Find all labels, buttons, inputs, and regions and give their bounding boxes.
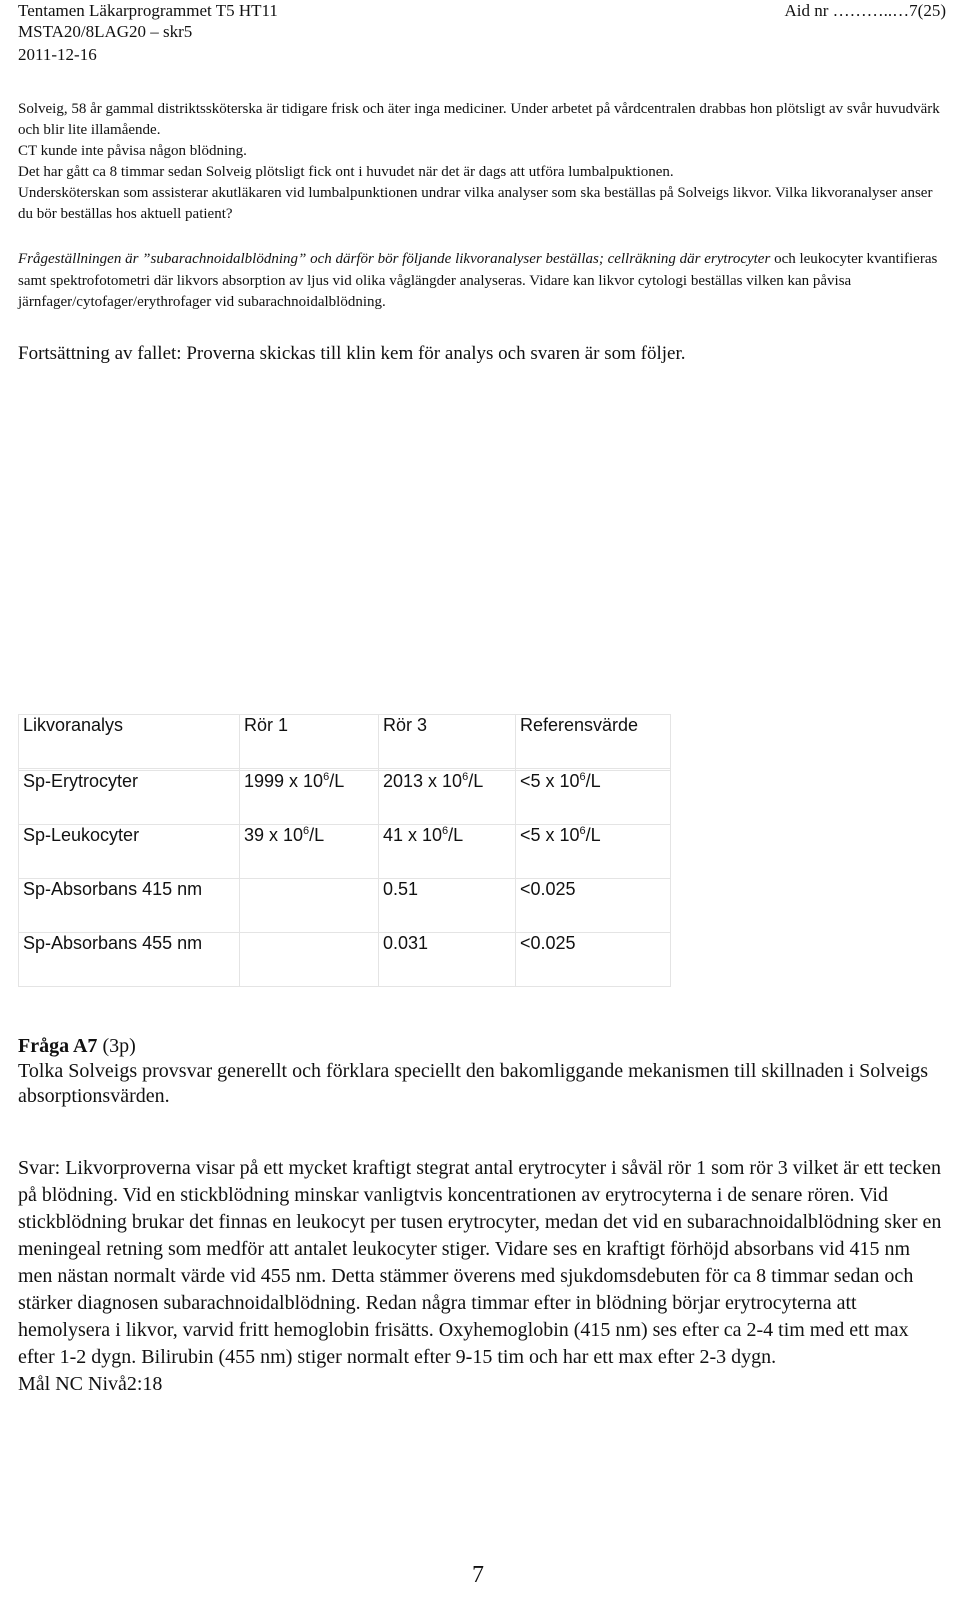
case-paragraph: Undersköterskan som assisterar akutläkaren vid lumbalpunktionen undrar vilka analyser som ska beställas på Solveigs likvor. Vilka likvoranalyser anser du bör beställas hos aktuell patient? (18, 185, 933, 222)
reference-value: <5 x $10^6/L$ (516, 825, 671, 879)
table-row (19, 771, 671, 825)
header-date: 2011-12-16 (18, 45, 97, 64)
column-header: Rör 1 (240, 715, 379, 769)
page-number: 7 (472, 1562, 484, 1588)
header-course-code: MSTA20/8LAG20 – skr5 (18, 22, 193, 41)
answer-a7 (18, 1155, 948, 1398)
previous-answer (18, 249, 946, 314)
table-row (19, 933, 671, 987)
tube1-value (240, 933, 379, 987)
question-points: (3p) (97, 1035, 136, 1057)
reference-value: <5 x $10^6/L$ (516, 771, 671, 825)
answer-lead: Frågeställningen är ”subarachnoidalblödning” och därför bör följande likvoranalyser beställas; cellräkning där erytrocyter (18, 251, 771, 267)
tube3-value: 0.51 (379, 879, 516, 933)
tube3-value: 2013 x $10^6/L$ (379, 771, 516, 825)
lab-results-table (18, 714, 671, 987)
column-header: Likvoranalys (19, 715, 240, 769)
question-a7 (18, 1034, 946, 1109)
question-text: Tolka Solveigs provsvar generellt och förklara speciellt den bakomliggande mekanismen till skillnaden i Solveigs absorptionsvärden. (18, 1060, 929, 1107)
question-heading (18, 1034, 946, 1059)
analysis-name: Sp-Absorbans 455 nm (19, 933, 240, 987)
tube1-value: 1999 x $10^6/L$ (240, 771, 379, 825)
case-paragraph: Det har gått ca 8 timmar sedan Solveig plötsligt fick ont i huvudet när det är dags att utföra lumbalpuktionen. (18, 164, 674, 180)
case-description (18, 99, 946, 225)
table-row (19, 879, 671, 933)
question-label: Fråga A7 (18, 1035, 98, 1057)
column-header: Referensvärde (516, 715, 671, 769)
learning-goal: Mål NC Nivå2:18 (18, 1373, 163, 1395)
reference-value: <0.025 (516, 879, 671, 933)
case-paragraph: Solveig, 58 år gammal distriktssköterska är tidigare frisk och äter inga mediciner. Under arbetet på vårdcentralen drabbas hon plötsligt av svår huvudvärk och blir lite illamående. (18, 101, 940, 138)
table-row (19, 825, 671, 879)
case-paragraph: CT kunde inte påvisa någon blödning. (18, 143, 247, 159)
case-continuation: Fortsättning av fallet: Proverna skickas till klin kem för analys och svaren är som följer. (18, 343, 686, 364)
column-header: Rör 3 (379, 715, 516, 769)
tube3-value: 0.031 (379, 933, 516, 987)
analysis-name: Sp-Erytrocyter (19, 771, 240, 825)
answer-text: Svar: Likvorproverna visar på ett mycket kraftigt stegrat antal erytrocyter i såväl rör 1 som rör 3 vilket är ett tecken på blödning. Vid en stickblödning minskar vanligtvis koncentrationen av erytrocyterna i de senare rören. Vid stickblödning brukar det finnas en leukocyt per tusen erytrocyter, medan det vid en subarachnoidalblödning sker en meningeal retning som medför att antalet leukocyter stiger. Vidare ses en kraftigt förhöjd absorbans vid 415 nm men nästan normalt värde vid 455 nm. Detta stämmer överens med sjukdomsdebuten för ca 8 timmar sedan och stärker diagnosen subarachnoidalblödning. Redan några timmar efter in blödning börjar erytrocyterna att hemolysera i likvor, varvid fritt hemoglobin frisätts. Oxyhemoglobin (415 nm) ses efter ca 2-4 tim med ett max efter 1-2 dygn. Bilirubin (455 nm) stiger normalt efter 9-15 tim och har ett max efter 2-3 dygn. (18, 1157, 942, 1368)
header-aid-number: Aid nr ………..…7(25) (784, 1, 946, 20)
table-header-row (19, 715, 671, 769)
tube3-value: 41 x $10^6/L$ (379, 825, 516, 879)
tube1-value (240, 879, 379, 933)
analysis-name: Sp-Leukocyter (19, 825, 240, 879)
header-title: Tentamen Läkarprogrammet T5 HT11 (18, 1, 278, 20)
tube1-value: 39 x $10^6/L$ (240, 825, 379, 879)
reference-value: <0.025 (516, 933, 671, 987)
answer-rest: och leukocyter kvantifieras samt spektrofotometri där likvors absorption av ljus vid olika våglängder analyseras. Vidare kan likvor cytologi beställas vilken kan påvisa järnfager/cytofager/erythrofager vid subarachnoidalblödning. (18, 251, 938, 310)
analysis-name: Sp-Absorbans 415 nm (19, 879, 240, 933)
